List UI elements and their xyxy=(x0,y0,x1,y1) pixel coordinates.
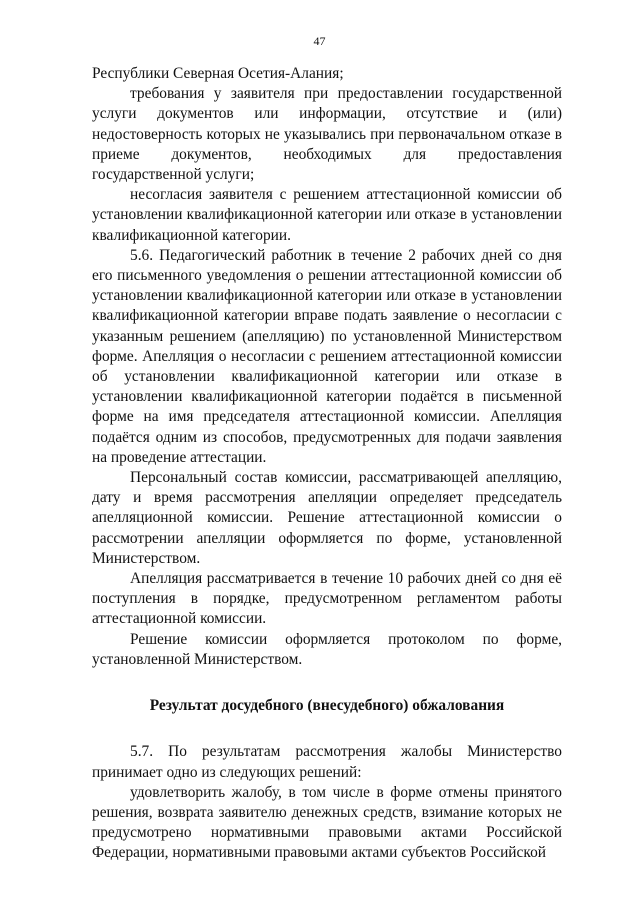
paragraph-disagreement-clause: несогласия заявителя с решением аттестационной комиссии об установлении квалификационной категории или отказе в установлении квалификационной категории. xyxy=(92,186,562,244)
section-heading: Результат досудебного (внесудебного) обжалования xyxy=(149,697,505,715)
paragraph-5-6: 5.6. Педагогический работник в течение 2 рабочих дней со дня его письменного уведомления о решении аттестационной комиссии об установлении квалификационной категории или отказе в установлении квалификационной категории вправе подать заявление о несогласии с указанным решением (апелляцию) по установленной Министерством форме. Апелляция о несогласии с решением аттестационной комиссии об установлении квалификационной категории или отказе в установлении квалификационной категории подаётся в письменной форме на имя председателя аттестационной комиссии. Апелляция подаётся одним из способов, предусмотренных для подачи заявления на проведение аттестации. xyxy=(92,246,562,466)
paragraph-commission-decision: Решение комиссии оформляется протоколом по форме, установленной Министерством. xyxy=(92,630,562,668)
paragraph-satisfy-complaint: удовлетворить жалобу, в том числе в форме отмены принятого решения, возврата заявителю денежных средств, взимание которых не предусмотрено нормативными правовыми актами Российской Федерации, нормативными правовыми актами субъектов Российской xyxy=(92,783,562,862)
paragraph-5-7: 5.7. По результатам рассмотрения жалобы Министерство принимает одно из следующих решений: xyxy=(92,743,562,781)
paragraph-continuation: Республики Северная Осетия-Алания; xyxy=(92,65,344,82)
paragraph-appeal-review: Апелляция рассматривается в течение 10 рабочих дней со дня её поступления в порядке, предусмотренном регламентом работы аттестационной комиссии. xyxy=(92,570,562,628)
paragraph-requirement-clause: требования у заявителя при предоставлении государственной услуги документов или информации, отсутствие и (или) недостоверность которых не указывались при первоначальном отказе в приеме документов, необходимых для предоставления государственной услуги; xyxy=(92,85,562,184)
document-body xyxy=(92,64,562,864)
paragraph-commission-composition: Персональный состав комиссии, рассматривающей апелляцию, дату и время рассмотрения апелляции определяет председатель апелляционной комиссии. Решение аттестационной комиссии о рассмотрении апелляции оформляется по форме, установленной Министерством. xyxy=(92,469,562,567)
page-number: 47 xyxy=(313,34,326,48)
